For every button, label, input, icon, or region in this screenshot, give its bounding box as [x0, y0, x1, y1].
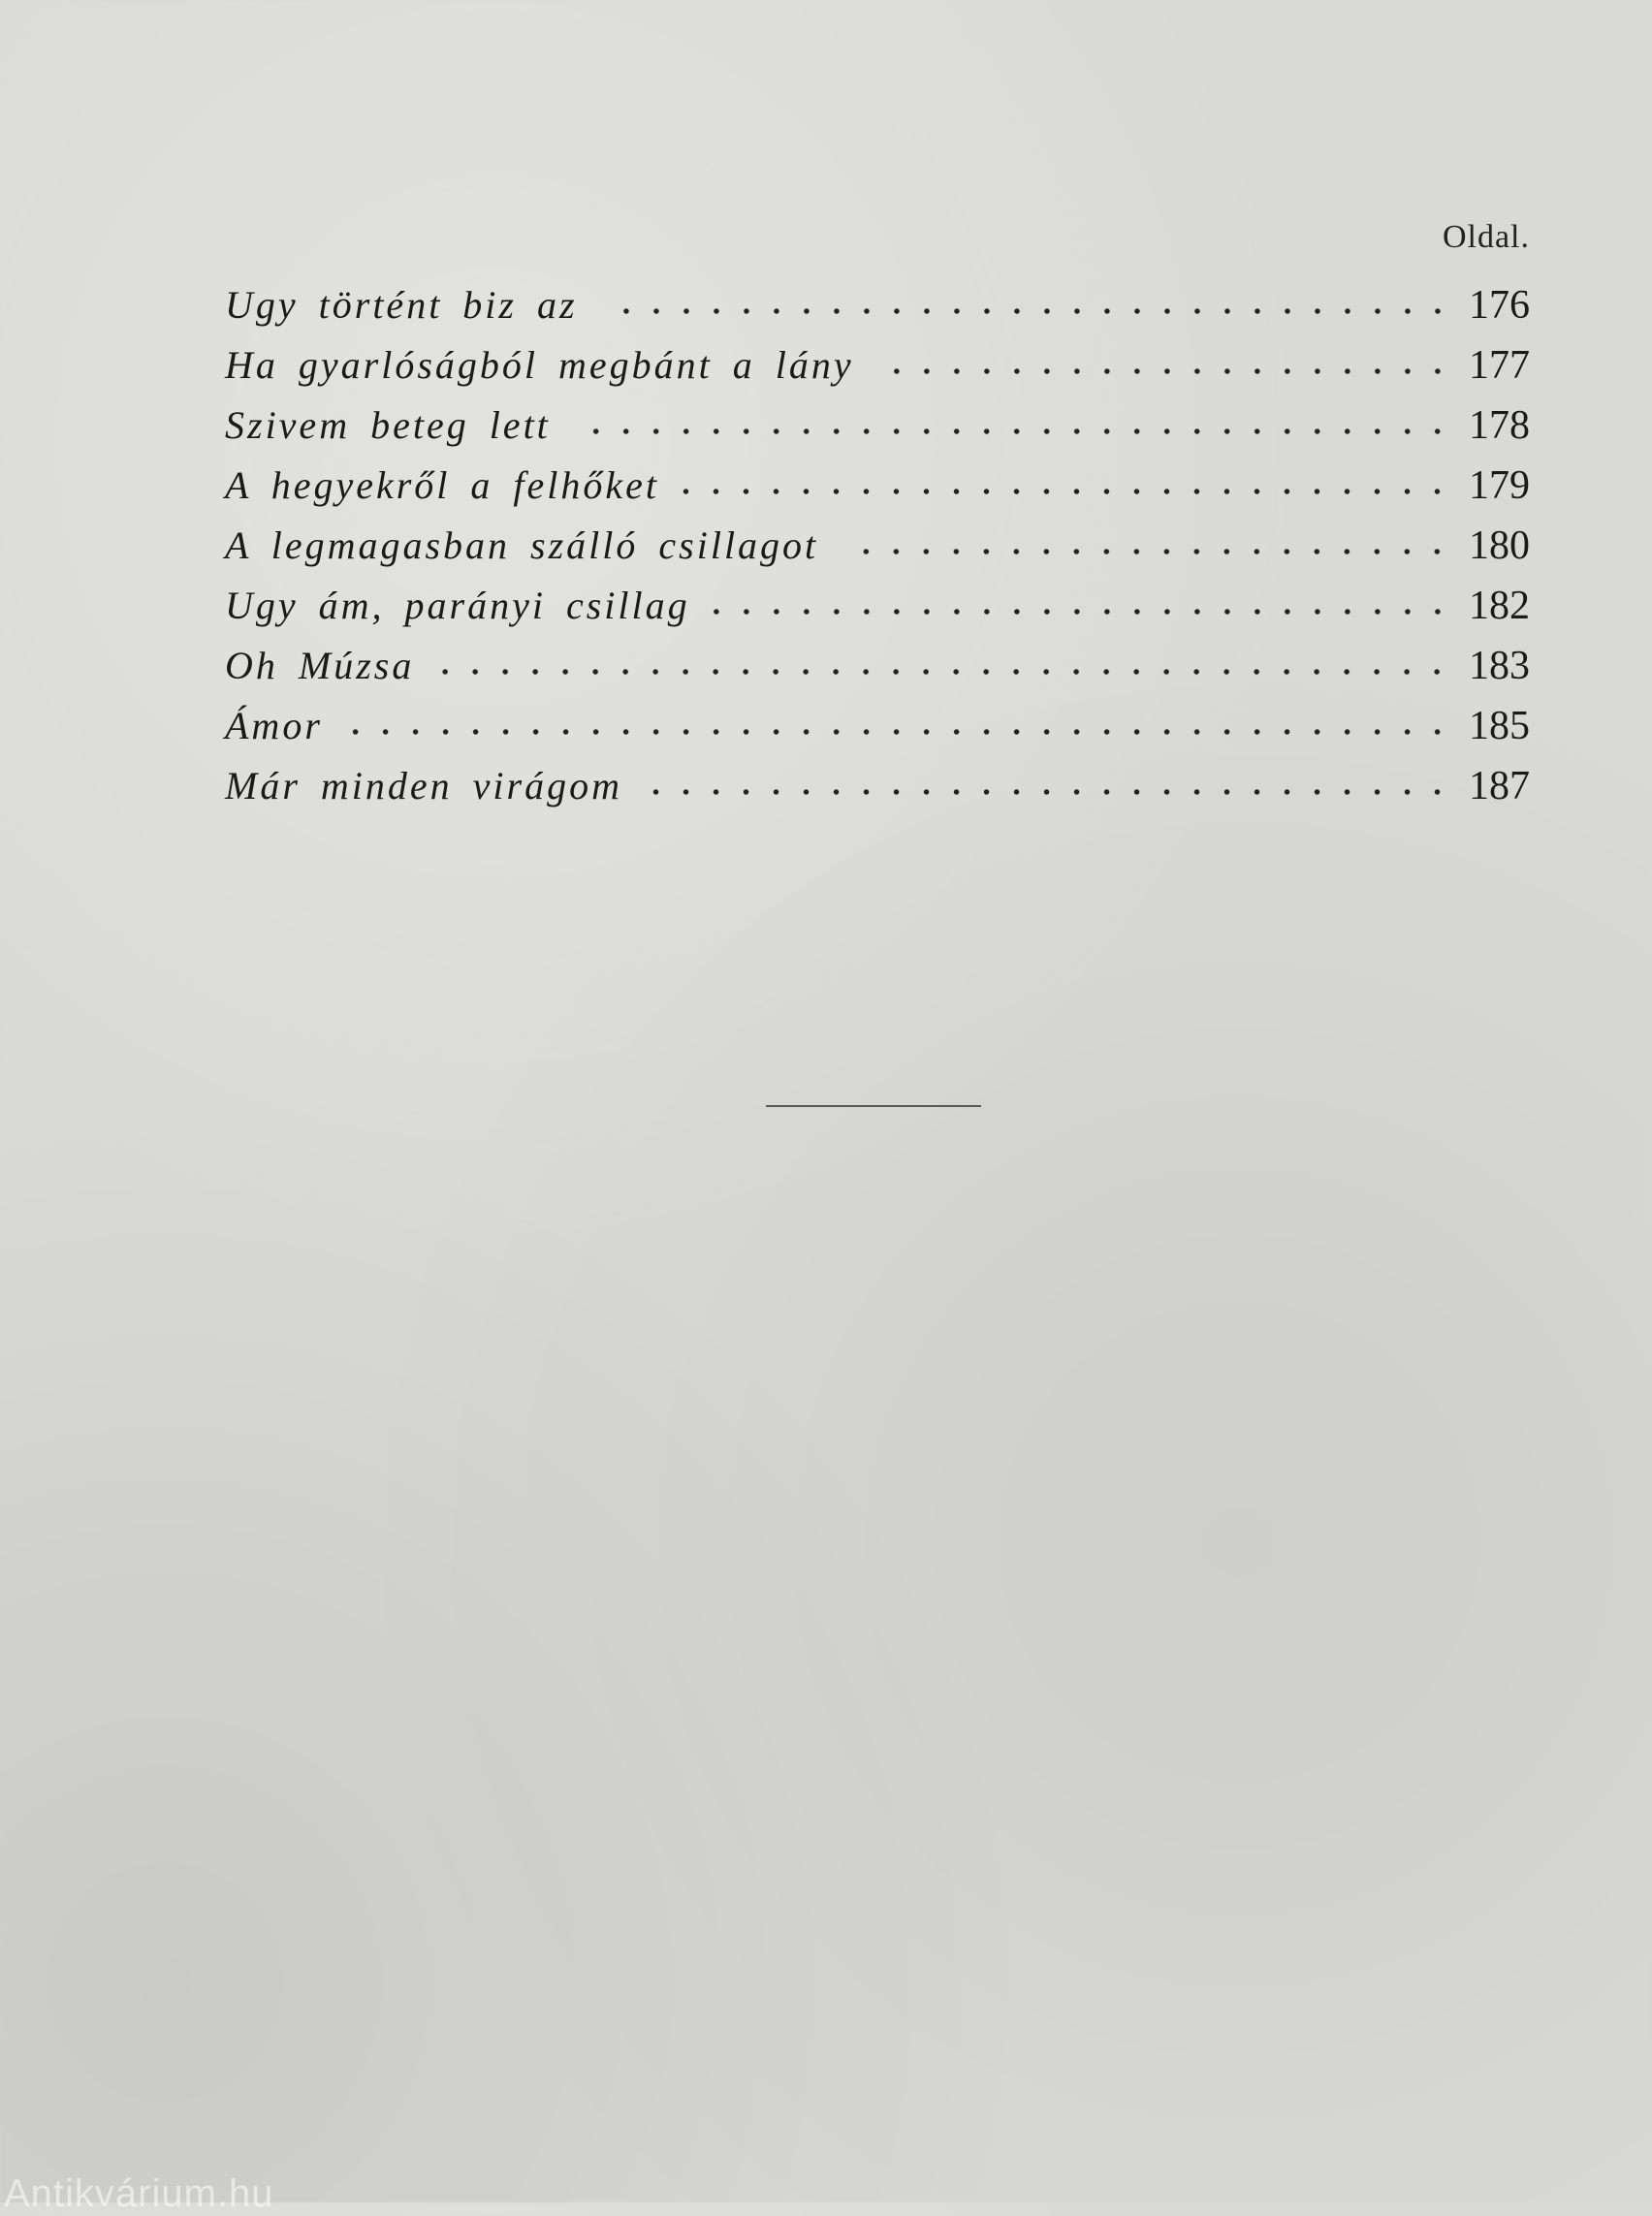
toc-entry: [225, 576, 1530, 636]
toc-entry-page: 180: [1469, 523, 1530, 568]
toc-entry: [225, 396, 1530, 456]
dot-leader: [681, 487, 1452, 496]
toc-entry-title: Szivem beteg lett: [225, 403, 551, 447]
toc-entry-page: 177: [1469, 343, 1530, 388]
toc-entry: [225, 516, 1530, 576]
watermark-text: Antikvárium.hu: [4, 2172, 274, 2215]
toc-entry: [225, 696, 1530, 756]
toc-entry-title: Ha gyarlóságból megbánt a lány: [225, 343, 854, 387]
dot-leader: [840, 547, 1452, 556]
table-of-contents: [225, 275, 1530, 816]
dot-leader: [599, 306, 1452, 316]
toc-entry: [225, 335, 1530, 396]
toc-entry: [225, 636, 1530, 696]
toc-entry-page: 187: [1469, 764, 1530, 808]
toc-entry: [225, 756, 1530, 816]
toc-entry-title: Ámor: [225, 704, 323, 747]
toc-entry-title: Ugy történt biz az: [225, 283, 578, 327]
toc-entry-page: 185: [1469, 704, 1530, 748]
closing-rule-divider: [766, 1105, 981, 1107]
toc-entry-title: Már minden virágom: [225, 764, 622, 807]
toc-entry-page: 178: [1469, 403, 1530, 448]
page-column-label: Oldal.: [1442, 219, 1530, 255]
toc-entry-title: A legmagasban szálló csillagot: [225, 523, 819, 567]
toc-entry-page: 179: [1469, 463, 1530, 508]
toc-entry-title: Oh Múzsa: [225, 644, 415, 687]
dot-leader: [644, 787, 1452, 797]
dot-leader: [875, 366, 1452, 376]
toc-entry: [225, 456, 1530, 516]
toc-entry-page: 182: [1469, 584, 1530, 628]
dot-leader: [712, 607, 1452, 617]
toc-entry-page: 183: [1469, 644, 1530, 688]
dot-leader: [435, 667, 1452, 677]
toc-entry: [225, 275, 1530, 335]
dot-leader: [572, 427, 1452, 436]
toc-entry-title: Ugy ám, parányi csillag: [225, 584, 690, 627]
dot-leader: [344, 727, 1452, 737]
toc-entry-page: 176: [1469, 283, 1530, 328]
toc-entry-title: A hegyekről a felhőket: [225, 463, 660, 507]
